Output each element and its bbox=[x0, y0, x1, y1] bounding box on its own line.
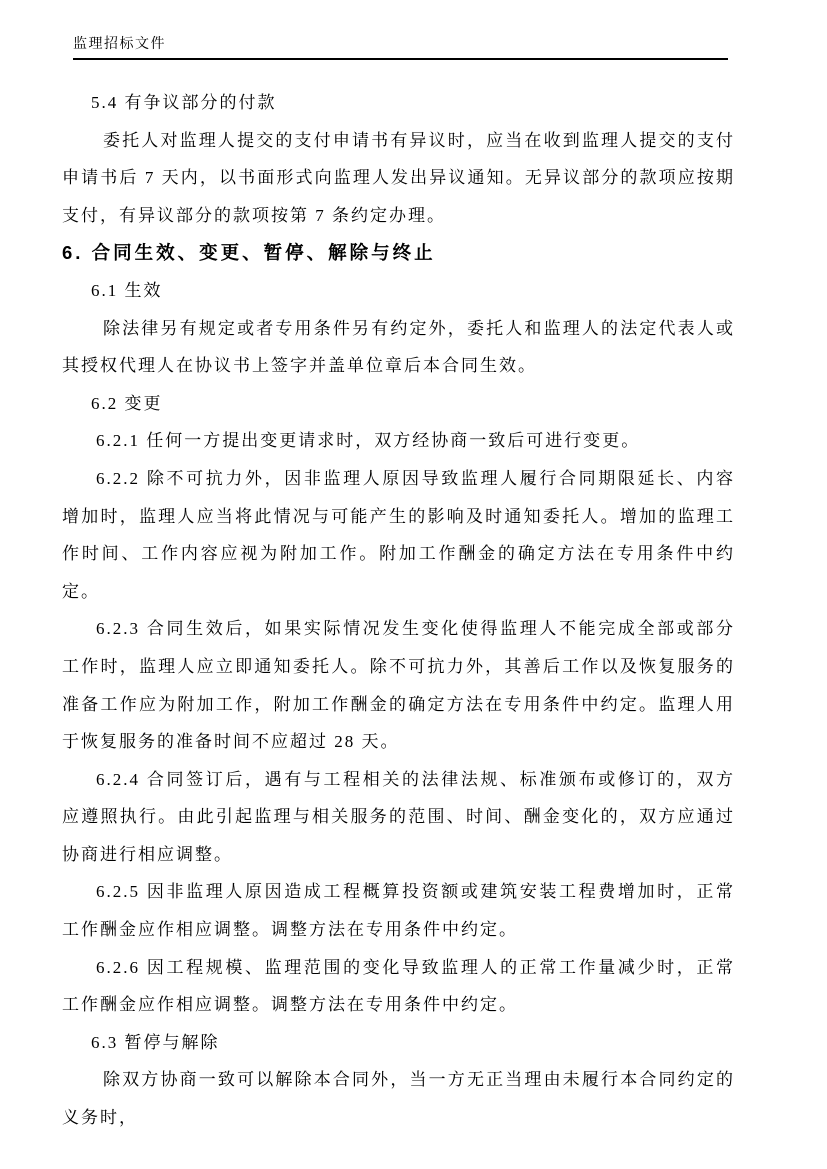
document-content bbox=[62, 84, 735, 1137]
paragraph-6-2-5: 6.2.5 因非监理人原因造成工程概算投资额或建筑安装工程费增加时，正常工作酬金应作相应调整。调整方法在专用条件中约定。 bbox=[62, 882, 735, 940]
paragraph-effectiveness: 除法律另有规定或者专用条件另有约定外，委托人和监理人的法定代表人或其授权代理人在协议书上签字并盖单位章后本合同生效。 bbox=[62, 318, 735, 376]
heading-6-3: 6.3 暂停与解除 bbox=[91, 1032, 220, 1052]
heading-5-4: 5.4 有争议部分的付款 bbox=[91, 93, 277, 112]
heading-6: 6. 合同生效、变更、暂停、解除与终止 bbox=[62, 242, 436, 264]
paragraph-disputed-payment: 委托人对监理人提交的支付申请书有异议时，应当在收到监理人提交的支付申请书后 7 天内，以书面形式向监理人发出异议通知。无异议部分的款项应按期支付，有异议部分的款项按第 7 条约定办理。 bbox=[62, 130, 735, 225]
paragraph-6-2-6: 6.2.6 因工程规模、监理范围的变化导致监理人的正常工作量减少时，正常工作酬金应作相应调整。调整方法在专用条件中约定。 bbox=[62, 957, 735, 1015]
heading-6-2: 6.2 变更 bbox=[91, 393, 163, 413]
paragraph-6-2-3: 6.2.3 合同生效后，如果实际情况发生变化使得监理人不能完成全部或部分工作时，监理人应立即通知委托人。除不可抗力外，其善后工作以及恢复服务的准备工作应为附加工作，附加工作酬金的确定方法在专用条件中约定。监理人用于恢复服务的准备时间不应超过 28 天。 bbox=[62, 619, 735, 752]
paragraph-suspension-termination: 除双方协商一致可以解除本合同外，当一方无正当理由未履行本合同约定的义务时， bbox=[62, 1070, 735, 1128]
page-header bbox=[73, 33, 728, 60]
header-title: 监理招标文件 bbox=[73, 37, 166, 52]
paragraph-6-2-2: 6.2.2 除不可抗力外，因非监理人原因导致监理人履行合同期限延长、内容增加时，监理人应当将此情况与可能产生的影响及时通知委托人。增加的监理工作时间、工作内容应视为附加工作。附加工作酬金的确定方法在专用条件中约定。 bbox=[62, 468, 735, 601]
heading-6-1: 6.1 生效 bbox=[91, 280, 163, 300]
paragraph-6-2-1: 6.2.1 任何一方提出变更请求时，双方经协商一致后可进行变更。 bbox=[96, 431, 641, 451]
paragraph-6-2-4: 6.2.4 合同签订后，遇有与工程相关的法律法规、标准颁布或修订的，双方应遵照执行。由此引起监理与相关服务的范围、时间、酬金变化的，双方应通过协商进行相应调整。 bbox=[62, 769, 735, 864]
